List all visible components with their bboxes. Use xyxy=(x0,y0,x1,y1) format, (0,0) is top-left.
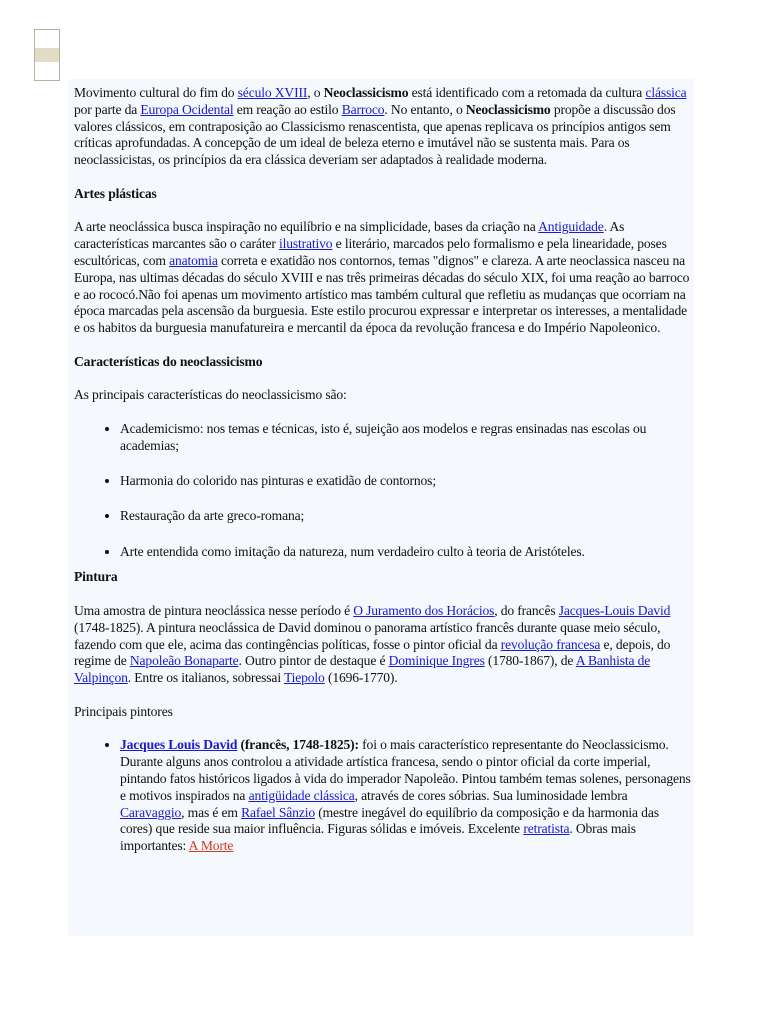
bold-term: Neoclassicismo xyxy=(323,85,409,100)
text: (1748-1825). A pintura neoclássica de David dominou o panorama artístico francês durante quase meio século, fazendo com que ele, acima das contingências políticas, fosse o pintor oficial da xyxy=(74,619,661,652)
text: por parte da xyxy=(74,101,141,117)
text: (francês, 1748-1825): xyxy=(237,737,359,753)
link-tiepolo[interactable]: Tiepolo xyxy=(283,670,325,686)
text: propõe a discussão dos valores clássicos, em contraposição ao Classicismo renascentista, que apenas replicava os princípios antigos sem críticas aprofundadas. A concepção de um ideal de beleza eterno e imutável não se sustenta mais. Para os neoclassicistas, os princípios da era clássica deveriam ser adaptados à realidade moderna. xyxy=(74,101,676,168)
text: Uma amostra de pintura neoclássica nesse período é xyxy=(74,603,354,619)
link-barroco[interactable]: Barroco xyxy=(341,101,385,117)
bold-term: Neoclassicismo xyxy=(465,101,551,117)
link-anatomia[interactable]: anatomia xyxy=(169,252,218,268)
principais-pintores-heading: Principais pintores xyxy=(74,703,173,719)
document-corner-marker xyxy=(34,29,60,81)
heading-pintura: Pintura xyxy=(74,569,118,585)
painters-list xyxy=(74,737,692,855)
link-europa-ocidental[interactable]: Europa Ocidental xyxy=(140,101,234,117)
text: está identificado com a retomada da cultura xyxy=(408,85,646,100)
link-caravaggio[interactable]: Caravaggio xyxy=(120,804,182,820)
text: em reação ao estilo xyxy=(233,101,342,117)
artes-paragraph xyxy=(74,219,692,337)
link-rafael-sanzio[interactable]: Rafael Sânzio xyxy=(241,804,315,820)
link-napoleao-bonaparte[interactable]: Napoleão Bonaparte xyxy=(129,653,239,669)
text: , do francês xyxy=(494,603,559,619)
link-classica[interactable]: clássica xyxy=(645,85,687,100)
list-item: • Harmonia do colorido nas pinturas e exatidão de contornos; xyxy=(120,473,692,490)
link-a-morte[interactable]: A Morte xyxy=(188,838,234,854)
text: . Outro pintor de destaque é xyxy=(238,653,389,669)
text: . Entre os italianos, sobressai xyxy=(127,670,284,686)
text: , o xyxy=(307,85,324,100)
text: correta e exatidão nos contornos, temas "dignos" e clareza. A arte neoclassica nasceu na Europa, nas ultimas décadas do século XVIII e nas três primeiras décadas do século XIX, foi uma reação ao barroco e ao rococó.Não foi apenas um movimento artístico mas também cultural que refletiu as mudanças que ocorriam na época marcadas pela ascensão da burguesia. Este estilo procurou expressar e interpretar os interesses, a mentalidade e os habitos da burguesia manufatureira e mercantil da época da revolução francesa e do Império Napoleonico. xyxy=(74,252,690,336)
link-antiguidade[interactable]: Antiguidade xyxy=(538,219,604,235)
text: . Obras mais importantes: xyxy=(120,821,636,854)
corner-cell xyxy=(35,30,59,49)
caracteristicas-intro: As principais características do neoclassicismo são: xyxy=(74,387,347,403)
text: e literário, marcados pelo formalismo e pela linearidade, poses escultóricas, com xyxy=(74,236,667,268)
document-content xyxy=(74,85,692,855)
intro-paragraph xyxy=(74,85,692,169)
link-seculo-xviii[interactable]: século XVIII xyxy=(237,85,308,100)
text: . No entanto, o xyxy=(384,101,466,117)
link-antiguidade-classica[interactable]: antigüidade clássica xyxy=(248,787,355,803)
painter-item-david xyxy=(120,737,692,855)
text: Movimento cultural do fim do xyxy=(74,85,238,100)
link-jacques-louis-david-bold[interactable]: Jacques Louis David xyxy=(120,737,238,753)
list-item: • Restauração da arte greco-romana; xyxy=(120,508,692,525)
caracteristicas-list xyxy=(74,421,692,560)
pintura-paragraph xyxy=(74,603,692,687)
corner-band xyxy=(35,48,59,62)
list-item: • Arte entendida como imitação da natureza, num verdadeiro culto à teoria de Aristóteles. xyxy=(120,544,692,561)
text: , mas é em xyxy=(181,804,242,820)
heading-caracteristicas: Características do neoclassicismo xyxy=(74,353,263,369)
link-retratista[interactable]: retratista xyxy=(523,821,570,837)
text: A arte neoclássica busca inspiração no equilíbrio e na simplicidade, bases da criação na xyxy=(74,219,539,235)
link-ilustrativo[interactable]: ilustrativo xyxy=(278,236,333,252)
link-juramento-horacios[interactable]: O Juramento dos Horácios xyxy=(353,603,495,619)
text: . As características marcantes são o caráter xyxy=(74,219,625,252)
text: foi o mais característico representante do Neoclassicismo. Durante alguns anos controlou a atividade artística francesa, sendo o pintor oficial da corte imperial, pintando fatos históricos ligados à vida do imperador Napoleão. Pintou também temas solenes, personagens e motivos inspirados na xyxy=(120,737,691,803)
text: , através de cores sóbrias. Sua luminosidade lembra xyxy=(354,787,628,803)
link-banhista-valpincon[interactable]: A Banhista de Valpinçon xyxy=(74,653,651,686)
text: (1696-1770). xyxy=(324,670,398,686)
text: e, depois, do regime de xyxy=(74,636,671,669)
list-item: • Academicismo: nos temas e técnicas, isto é, sujeição aos modelos e regras ensinadas nas escolas ou academias; xyxy=(120,421,692,455)
heading-artes-plasticas: Artes plásticas xyxy=(74,185,157,201)
link-dominique-ingres[interactable]: Dominique Ingres xyxy=(388,653,485,669)
text: (mestre inegável do equilíbrio da composição e da harmonia das cores) que reside sua maior influência. Figuras sólidas e imóveis. Excelente xyxy=(120,804,659,837)
text: (1780-1867), de xyxy=(484,653,576,669)
document-page xyxy=(68,79,694,936)
link-revolucao-francesa[interactable]: revolução francesa xyxy=(500,636,601,652)
link-jacques-louis-david[interactable]: Jacques-Louis David xyxy=(558,603,671,619)
